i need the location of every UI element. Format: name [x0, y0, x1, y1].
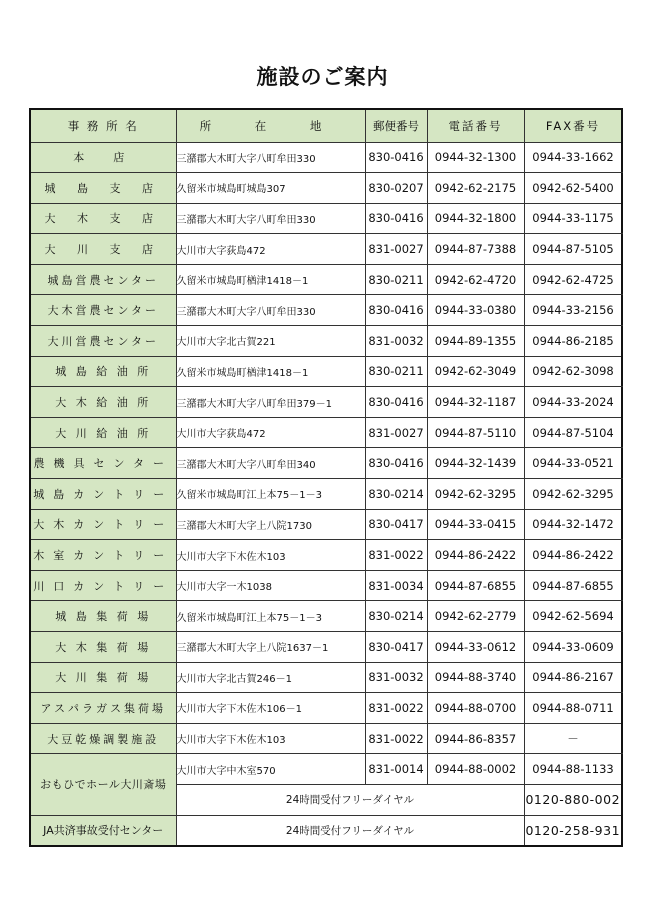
- table-row: [30, 540, 622, 571]
- facility-name: おもひでホール大川斎場: [30, 754, 176, 815]
- facility-address: 大川市大字中木室570: [176, 754, 365, 785]
- table-row: [30, 632, 622, 663]
- facility-address: 大川市大字荻島472: [176, 234, 365, 265]
- facility-fax: －: [524, 723, 622, 754]
- facility-fax: 0942-62-5694: [524, 601, 622, 632]
- facility-name: 川口カントリー: [30, 570, 176, 601]
- facility-address: 大川市大字北古賀246－1: [176, 662, 365, 693]
- facility-zip: 830-0211: [365, 356, 427, 387]
- facility-fax: 0944-86-2422: [524, 540, 622, 571]
- facility-tel: 0942-62-2779: [427, 601, 524, 632]
- facility-fax: 0942-62-3295: [524, 479, 622, 510]
- facility-name: 大 木 集 荷 場: [30, 632, 176, 663]
- free-dial-number: 0120-880-002: [524, 784, 622, 815]
- facility-zip: 830-0207: [365, 173, 427, 204]
- table-row: [30, 173, 622, 204]
- table-row: [30, 295, 622, 326]
- facility-tel: 0944-89-1355: [427, 326, 524, 357]
- free-dial-number: 0120-258-931: [524, 815, 622, 846]
- table-header-row: [30, 109, 622, 142]
- facility-zip: 830-0416: [365, 295, 427, 326]
- facility-zip: 830-0214: [365, 479, 427, 510]
- table-row: [30, 203, 622, 234]
- table-row: [30, 509, 622, 540]
- facility-name: アスパラガス集荷場: [30, 693, 176, 724]
- facility-zip: 830-0416: [365, 387, 427, 418]
- special-rows: [30, 754, 622, 846]
- facility-name: 城 島 支 店: [30, 173, 176, 204]
- table-row: [30, 693, 622, 724]
- facility-fax: 0942-62-4725: [524, 264, 622, 295]
- facility-address: 三潴郡大木町大字上八院1637－1: [176, 632, 365, 663]
- facility-zip: 831-0022: [365, 540, 427, 571]
- facility-address: 三潴郡大木町大字八町牟田379－1: [176, 387, 365, 418]
- facility-name: 城島営農センター: [30, 264, 176, 295]
- facility-fax: 0944-33-0609: [524, 632, 622, 663]
- facility-fax: 0944-86-2167: [524, 662, 622, 693]
- facility-fax: 0944-33-1662: [524, 142, 622, 173]
- table-row: [30, 448, 622, 479]
- facility-fax: 0944-33-0521: [524, 448, 622, 479]
- facility-tel: 0944-32-1439: [427, 448, 524, 479]
- facility-tel: 0944-87-7388: [427, 234, 524, 265]
- facility-tel: 0942-62-2175: [427, 173, 524, 204]
- facility-zip: 831-0032: [365, 326, 427, 357]
- facility-address: 久留米市城島町江上本75－1－3: [176, 601, 365, 632]
- facility-tel: 0944-32-1800: [427, 203, 524, 234]
- facility-zip: 830-0211: [365, 264, 427, 295]
- facility-tel: 0944-33-0415: [427, 509, 524, 540]
- table-row: [30, 142, 622, 173]
- facility-address: 大川市大字下木佐木106－1: [176, 693, 365, 724]
- table-row: [30, 601, 622, 632]
- facility-tel: 0944-88-3740: [427, 662, 524, 693]
- facility-name: 農機具センター: [30, 448, 176, 479]
- facility-address: 大川市大字下木佐木103: [176, 540, 365, 571]
- facility-fax: 0942-62-3098: [524, 356, 622, 387]
- facility-name: 城 島 集 荷 場: [30, 601, 176, 632]
- facility-zip: 831-0034: [365, 570, 427, 601]
- free-dial-label: 24時間受付フリーダイヤル: [176, 784, 524, 815]
- free-dial-label: 24時間受付フリーダイヤル: [176, 815, 524, 846]
- facility-fax: 0944-87-5105: [524, 234, 622, 265]
- facility-tel: 0944-32-1300: [427, 142, 524, 173]
- facility-address: 大川市大字荻島472: [176, 417, 365, 448]
- facility-table: [29, 108, 623, 847]
- facility-zip: 830-0417: [365, 632, 427, 663]
- facility-fax: 0944-88-0711: [524, 693, 622, 724]
- facility-address: 三潴郡大木町大字八町牟田330: [176, 142, 365, 173]
- header-fax: FAX番号: [524, 109, 622, 142]
- table-row: [30, 815, 622, 846]
- facility-name: JA共済事故受付センター: [30, 815, 176, 846]
- facility-name: 大川営農センター: [30, 326, 176, 357]
- facility-tel: 0942-62-3049: [427, 356, 524, 387]
- facility-fax: 0944-33-2024: [524, 387, 622, 418]
- facility-address: 大川市大字下木佐木103: [176, 723, 365, 754]
- table-row: [30, 723, 622, 754]
- facility-tel: 0944-33-0612: [427, 632, 524, 663]
- table-row: [30, 387, 622, 418]
- header-address: 所 在 地: [176, 109, 365, 142]
- facility-name: 大 川 集 荷 場: [30, 662, 176, 693]
- facility-name: 木室カントリー: [30, 540, 176, 571]
- facility-tel: 0944-32-1187: [427, 387, 524, 418]
- facility-tel: 0944-87-6855: [427, 570, 524, 601]
- facility-address: 久留米市城島町楢津1418－1: [176, 356, 365, 387]
- facility-tel: 0942-62-4720: [427, 264, 524, 295]
- facility-fax: 0944-88-1133: [524, 754, 622, 785]
- facility-fax: 0942-62-5400: [524, 173, 622, 204]
- facility-zip: 831-0027: [365, 417, 427, 448]
- table-row: [30, 570, 622, 601]
- facility-fax: 0944-33-1175: [524, 203, 622, 234]
- facility-address: 久留米市城島町楢津1418－1: [176, 264, 365, 295]
- facility-zip: 831-0032: [365, 662, 427, 693]
- facility-address: 久留米市城島町江上本75－1－3: [176, 479, 365, 510]
- facility-tel: 0944-33-0380: [427, 295, 524, 326]
- facility-zip: 831-0022: [365, 693, 427, 724]
- facility-address: 三潴郡大木町大字八町牟田330: [176, 203, 365, 234]
- facility-fax: 0944-33-2156: [524, 295, 622, 326]
- facility-zip: 831-0022: [365, 723, 427, 754]
- facility-zip: 830-0214: [365, 601, 427, 632]
- facility-fax: 0944-87-6855: [524, 570, 622, 601]
- facility-tel: 0944-88-0002: [427, 754, 524, 785]
- facility-tel: 0944-86-2422: [427, 540, 524, 571]
- facility-address: 三潴郡大木町大字八町牟田340: [176, 448, 365, 479]
- facility-name: 大 木 給 油 所: [30, 387, 176, 418]
- facility-name: 大木カントリー: [30, 509, 176, 540]
- facility-zip: 831-0027: [365, 234, 427, 265]
- facility-name: 大 木 支 店: [30, 203, 176, 234]
- facility-name: 大木営農センター: [30, 295, 176, 326]
- header-tel: 電話番号: [427, 109, 524, 142]
- header-name: 事 務 所 名: [30, 109, 176, 142]
- facility-tel: 0944-86-8357: [427, 723, 524, 754]
- facility-name: 大 川 支 店: [30, 234, 176, 265]
- table-row: [30, 479, 622, 510]
- facility-name: 大 川 給 油 所: [30, 417, 176, 448]
- page-title: 施設のご案内: [256, 65, 389, 89]
- facility-tel: 0944-87-5110: [427, 417, 524, 448]
- facility-address: 大川市大字一木1038: [176, 570, 365, 601]
- facility-address: 大川市大字北古賀221: [176, 326, 365, 357]
- table-row: [30, 326, 622, 357]
- facility-tel: 0944-88-0700: [427, 693, 524, 724]
- table-body: [30, 142, 622, 754]
- facility-zip: 830-0416: [365, 448, 427, 479]
- table-row: [30, 417, 622, 448]
- facility-fax: 0944-87-5104: [524, 417, 622, 448]
- facility-address: 三潴郡大木町大字八町牟田330: [176, 295, 365, 326]
- facility-fax: 0944-86-2185: [524, 326, 622, 357]
- table-row: [30, 754, 622, 785]
- table-row: [30, 264, 622, 295]
- table-row: [30, 356, 622, 387]
- facility-tel: 0942-62-3295: [427, 479, 524, 510]
- facility-zip: 830-0417: [365, 509, 427, 540]
- facility-zip: 830-0416: [365, 142, 427, 173]
- facility-address: 三潴郡大木町大字上八院1730: [176, 509, 365, 540]
- table-row: [30, 234, 622, 265]
- facility-fax: 0944-32-1472: [524, 509, 622, 540]
- facility-name: 城 島 給 油 所: [30, 356, 176, 387]
- facility-name: 本 店: [30, 142, 176, 173]
- facility-name: 城島カントリー: [30, 479, 176, 510]
- table-row: [30, 662, 622, 693]
- facility-zip: 830-0416: [365, 203, 427, 234]
- header-zip: 郵便番号: [365, 109, 427, 142]
- facility-name: 大豆乾燥調製施設: [30, 723, 176, 754]
- facility-address: 久留米市城島町城島307: [176, 173, 365, 204]
- facility-zip: 831-0014: [365, 754, 427, 785]
